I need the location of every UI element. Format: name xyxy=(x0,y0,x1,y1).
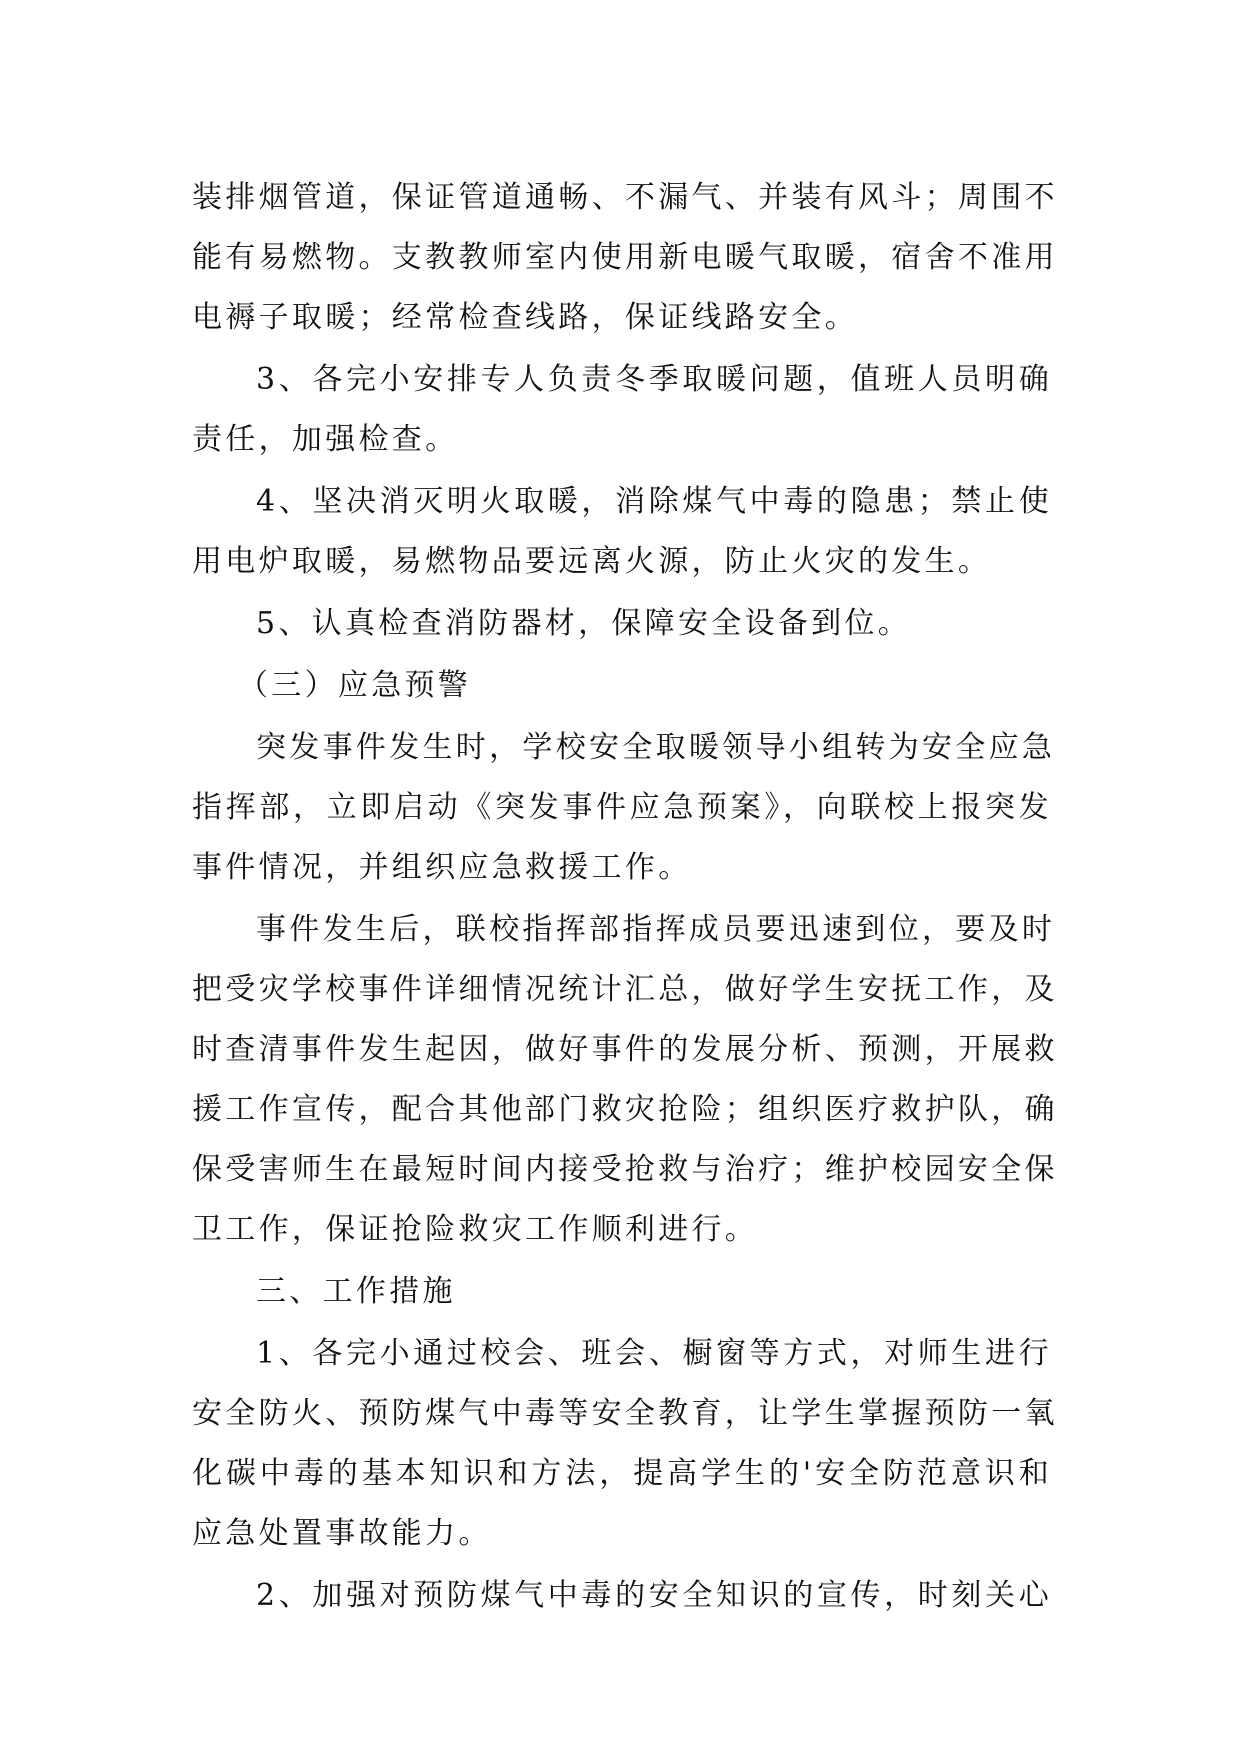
paragraph-item-5 xyxy=(192,594,1052,654)
text-line: 5、认真检查消防器材，保障安全设备到位。 xyxy=(256,606,912,641)
text-line: 事件情况，并组织应急救援工作。 xyxy=(192,850,692,885)
text-line: 电褥子取暖；经常检查线路，保证线路安全。 xyxy=(192,300,858,335)
text-line: 安全防火、预防煤气中毒等安全教育，让学生掌握预防一氧 xyxy=(192,1396,1058,1431)
paragraph-continuation xyxy=(192,168,1058,348)
paragraph-item-4 xyxy=(192,472,1052,592)
text-line: 化碳中毒的基本知识和方法，提高学生的'安全防范意识和 xyxy=(192,1456,1052,1491)
text-line: 时查清事件发生起因，做好事件的发展分析、预测，开展救 xyxy=(192,1032,1058,1067)
text-line: 责任，加强检查。 xyxy=(192,422,459,457)
heading-line: 三、工作措施 xyxy=(256,1274,456,1309)
text-line: 保受害师生在最短时间内接受抢救与治疗；维护校园安全保 xyxy=(192,1152,1058,1187)
text-line: 援工作宣传，配合其他部门救灾抢险；组织医疗救护队，确 xyxy=(192,1092,1058,1127)
text-line: 卫工作，保证抢险救灾工作顺利进行。 xyxy=(192,1212,759,1247)
text-line: 把受灾学校事件详细情况统计汇总，做好学生安抚工作，及 xyxy=(192,972,1058,1007)
text-line: 2、加强对预防煤气中毒的安全知识的宣传，时刻关心 xyxy=(256,1578,1052,1613)
text-line: 应急处置事故能力。 xyxy=(192,1516,492,1551)
paragraph-item-3 xyxy=(192,350,1052,470)
text-line: 装排烟管道，保证管道通畅、不漏气、并装有风斗；周围不 xyxy=(192,180,1058,215)
section-heading-measures xyxy=(192,1262,1052,1322)
text-line: 4、坚决消灭明火取暖，消除煤气中毒的隐患；禁止使 xyxy=(256,484,1052,519)
text-line: 1、各完小通过校会、班会、橱窗等方式，对师生进行 xyxy=(256,1336,1052,1371)
text-line: 3、各完小安排专人负责冬季取暖问题，值班人员明确 xyxy=(256,362,1052,397)
text-line: 事件发生后，联校指挥部指挥成员要迅速到位，要及时 xyxy=(256,912,1056,947)
section-heading-emergency xyxy=(192,656,1052,716)
text-line: 用电炉取暖，易燃物品要远离火源，防止火灾的发生。 xyxy=(192,544,992,579)
text-line: 能有易燃物。支教教师室内使用新电暖气取暖，宿舍不准用 xyxy=(192,240,1058,275)
heading-line: （三）应急预警 xyxy=(238,668,472,703)
paragraph-after-event xyxy=(192,900,1058,1260)
paragraph-emergency-trigger xyxy=(192,718,1056,898)
text-line: 指挥部，立即启动《突发事件应急预案》，向联校上报突发 xyxy=(192,790,1052,825)
text-line: 突发事件发生时，学校安全取暖领导小组转为安全应急 xyxy=(256,730,1056,765)
paragraph-measure-2 xyxy=(192,1566,1052,1626)
document-body xyxy=(192,168,1058,1626)
paragraph-measure-1 xyxy=(192,1324,1058,1564)
